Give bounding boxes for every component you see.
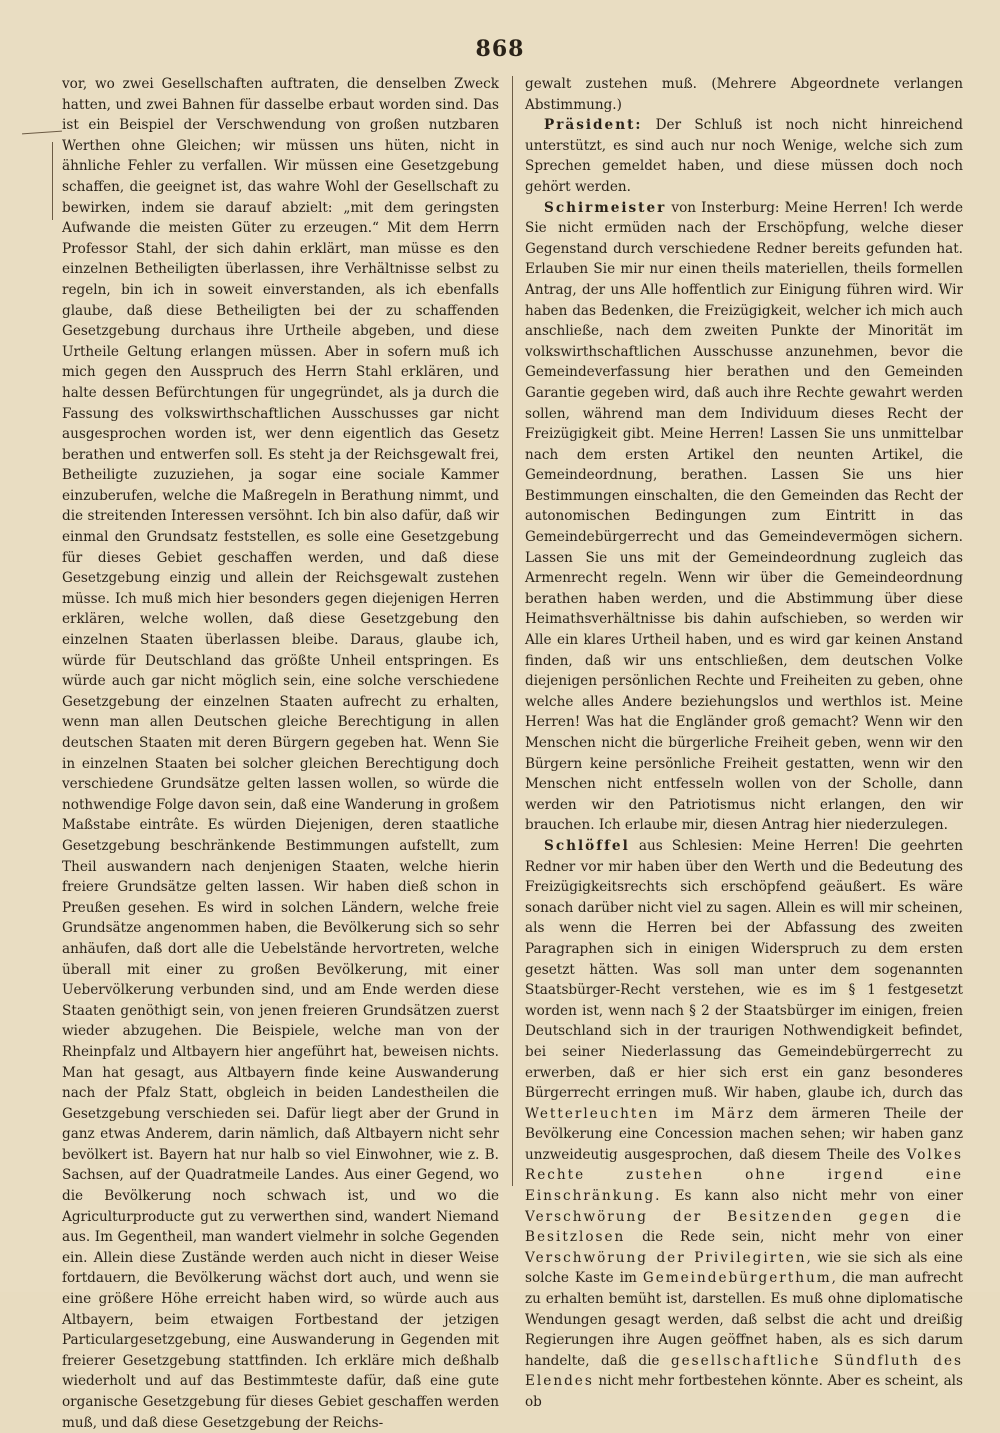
paragraph-president xyxy=(525,115,963,197)
speech-text: , wie sie sich als eine solche Kaste im xyxy=(525,1249,963,1287)
speech-text: von Insterburg: Meine Herren! Ich werde Sie nicht ermüden nach der Erschöpfung, welche dieser Gegenstand durch verschiedene Redner bereits gefunden hat. Erlauben Sie mir nur einen theils materiellen, theils formellen Antrag, der uns Alle hoffentlich zur Einigung führen wird. Wir haben das Bedenken, die Freizügigkeit, welcher ich mich auch anschließe, nach dem zweiten Punkte der Minorität im volkswirthschaftlichen Ausschusse anzunehmen, bevor die Gemeindeverfassung hier berathen und den Gemeinden Garantie gegeben wird, daß auch ihre Rechte gewahrt werden sollen, während man dem Individuum dieses Recht der Freizügigkeit gibt. Meine Herren! Lassen Sie uns unmittelbar nach dem ersten Artikel den neunten Artikel, die Gemeindeordnung, berathen. Lassen Sie uns hier Bestimmungen einschalten, die den Gemeinden das Recht der autonomischen Bedingungen zum Eintritt in das Gemeindebürgerrecht und das Gemeindevermögen sichern. Lassen Sie uns mit der Gemeindeordnung zugleich das Armenrecht regeln. Wenn wir über die Gemeindeordnung berathen haben werden, und die Abstimmung über diese Heimathsverhältnisse bis dahin aufschieben, so werden wir Alle ein klares Urtheil haben, und es wird gar keinen Anstand finden, daß wir uns entschließen, dem deutschen Volke diejenigen persönlichen Rechte und Freiheiten zu geben, ohne welche alles Andere beziehungslos und werthlos ist. Meine Herren! Was hat die Engländer groß gemacht? Wenn wir den Menschen nicht die bürgerliche Freiheit geben, wenn wir den Bürgern keine persönliche Freiheit gestatten, wenn wir den Menschen nicht entfesseln wollen von der Scholle, dann werden wir den Patriotismus nicht erlangen, den wir brauchen. Ich erlaube mir, diesen Antrag hier niederzulegen. xyxy=(525,199,963,834)
emphasis-text: Verschwörung der Besitzenden gegen die Besitzlosen xyxy=(525,1208,963,1246)
speech-text: die Rede sein, nicht mehr von einer xyxy=(625,1229,963,1246)
speech-text: dem ärmeren Theile der Bevölkerung eine Concession machen sehen; wir haben ganz unzweideutig ausgesprochen, daß diesem Theile des xyxy=(525,1105,964,1163)
speech-text: , die man aufrecht zu erhalten bemüht ist, darstellen. Es muß ohne diplomatische Wendungen gesagt werden, daß selbst die acht und dreißig Regierungen ihre Augen geöffnet haben, als es sich darum handelte, daß die xyxy=(525,1270,963,1369)
right-column xyxy=(525,74,964,1410)
emphasis-text: Volkes Rechte zustehen ohne irgend eine Einschränkung. xyxy=(525,1146,963,1205)
paragraph-speech-end: gewalt zustehen muß. (Mehrere Abgeordnete verlangen Abstimmung.) xyxy=(525,76,963,113)
paragraph-speech-continuation: vor, wo zwei Gesellschaften auftraten, die denselben Zweck hatten, und zwei Bahnen für dasselbe erbaut worden sind. Das ist ein Beispiel der Verschwendung von großen nutzbaren Werthen ohne Gleichen; wir müssen uns hüten, nicht in ähnliche Fehler zu verfallen. Wir müssen eine Gesetzgebung schaffen, die geeignet ist, das wahre Wohl der Gesellschaft zu bewirken, indem sie darauf abzielt: „mit dem geringsten Aufwande die meisten Güter zu erzeugen.“ Mit dem Herrn Professor Stahl, der sich dahin erklärt, man müsse es den einzelnen Betheiligten überlassen, ihre Verhältnisse selbst zu regeln, bin ich in soweit einverstanden, als ich ebenfalls glaube, daß diese Betheiligten bei der zu schaffenden Gesetzgebung durchaus ihre Urtheile abgeben, und diese Urtheile Geltung erlangen müssen. Aber in sofern muß ich mich gegen den Ausspruch des Herrn Stahl erklären, und halte dessen Befürchtungen für ungegründet, als ja durch die Fassung des volkswirthschaftlichen Ausschusses gar nicht ausgesprochen worden ist, wer denn eigentlich das Gesetz berathen und entwerfen soll. Es steht ja der Reichsgewalt frei, Betheiligte zuzuziehen, ja sogar eine sociale Kammer einzuberufen, welche die Maßregeln in Berathung nimmt, und die streitenden Interessen versöhnt. Ich bin also dafür, daß wir einmal den Grundsatz feststellen, es solle eine Gesetzgebung für dieses Gebiet geschaffen werden, und daß diese Gesetzgebung einzig und allein der Reichsgewalt zustehen müsse. Ich muß mich hier besonders gegen diejenigen Herren erklären, welche wollen, daß diese Gesetzgebung den einzelnen Staaten überlassen bleibe. Daraus, glaube ich, würde für Deutschland das größte Unheil entspringen. Es würde auch gar nicht möglich sein, eine solche verschiedene Gesetzgebung der einzelnen Staaten aufrecht zu erhalten, wenn man allen Deutschen gleiche Berechtigung in allen deutschen Staaten mit deren Bürgern gegeben hat. Wenn Sie in einzelnen Staaten bei solcher gleichen Berechtigung doch verschiedene Grundsätze gelten lassen wollen, so würde die nothwendige Folge davon sein, daß eine Wanderung in großem Maßstabe eintrâte. Es würden Diejenigen, deren staatliche Gesetzgebung beschränkende Bestimmungen aufstellt, zum Theil auswandern nach denjenigen Staaten, welche hierin freiere Grundsätze gelten lassen. Wir haben dieß schon in Preußen gesehen. Es wird in solchen Ländern, welche freie Grundsätze angenommen haben, die Bevölkerung sich so sehr anhäufen, daß dort alle die Uebelstände hervortreten, welche überall mit einer zu großen Bevölkerung, mit einer Uebervölkerung verbunden sind, und am Ende werden diese Staaten genöthigt sein, von jenen freieren Grundsätzen zuerst wieder abzugehen. Die Beispiele, welche man von der Rheinpfalz und Altbayern hier angeführt hat, beweisen nichts. Man hat gesagt, aus Altbayern finde keine Auswanderung nach der Pfalz Statt, obgleich in beiden Landestheilen die Gesetzgebung verschieden sei. Dafür liegt aber der Grund in ganz etwas Anderem, darin nämlich, daß Altbayern nicht sehr bevölkert ist. Bayern hat nur halb so viel Einwohner, wie z. B. Sachsen, auf der Quadratmeile Landes. Aus einer Gegend, wo die Bevölkerung noch schwach ist, und wo die Agriculturproducte gut zu verwerthen sind, wandert Niemand aus. Im Gegentheil, man wandert vielmehr in solche Gegenden ein. Allein diese Zustände werden auch nicht in dieser Weise fortdauern, die Bevölkerung wächst dort auch, und wenn sie eine größere Höhe erreicht haben wird, so würde auch aus Altbayern, beim etwaigen Fortbestand der jetzigen Particulargesetzgebung, eine Auswanderung in Gegenden mit freierer Gesetzgebung stattfinden. Ich erkläre mich deßhalb wiederholt und auf das Bestimmteste dafür, daß eine gute organische Gesetzgebung für dieses Gebiet geschaffen werden muß, und daß diese Gesetzgebung der Reichs- xyxy=(62,76,499,1431)
emphasis-text: gesellschaftliche Sündfluth des Elendes xyxy=(525,1352,963,1390)
speaker-name: Schlöffel xyxy=(544,837,630,854)
speech-text: nicht mehr fortbestehen könnte. Aber es scheint, als ob xyxy=(525,1373,963,1410)
paragraph-schirmeister xyxy=(525,198,963,836)
margin-annotation-line xyxy=(22,131,62,135)
margin-annotation-bracket xyxy=(52,142,59,220)
paragraph-schloeffel xyxy=(525,836,963,1413)
emphasis-text: Gemeindebürgerthum xyxy=(642,1270,832,1287)
speaker-name: Schirmeister xyxy=(544,199,667,216)
speaker-name: Präsident: xyxy=(544,117,643,134)
speech-text: Es kann also nicht mehr von einer xyxy=(661,1188,963,1205)
left-column xyxy=(62,74,499,1431)
emphasis-text: Verschwörung der Privilegirten xyxy=(525,1249,807,1266)
speech-text: aus Schlesien: Meine Herren! Die geehrten Redner vor mir haben über den Werth und die Bedeutung des Freizügigkeitsrechts sich erschöpfend geäußert. Es wäre sonach darüber nicht viel zu sagen. Allein es will mir scheinen, als wenn die Herren bei der Abfassung des zweiten Paragraphen sich in einigen Widerspruch zu dem ersten gesetzt hätten. Was soll man unter dem sogenannten Staatsbürger-Recht verstehen, wie es im § 1 festgesetzt worden ist, wenn nach § 2 der Staatsbürger im einigen, freien Deutschland sich in der traurigen Nothwendigkeit befindet, bei seiner Niederlassung das Gemeindebürgerrecht zu erwerben, daß er hier sich erst ein ganz besonderes Bürgerrecht erringen muß. Wir haben, glaube ich, durch das xyxy=(525,837,963,1102)
column-divider xyxy=(512,76,513,1186)
page-number: 868 xyxy=(475,36,525,62)
speech-text: Der Schluß ist noch nicht hinreichend unterstützt, es sind auch nur noch Wenige, welche sich zum Sprechen gemeldet haben, und diese müssen doch noch gehört werden. xyxy=(525,117,963,195)
emphasis-text: Wetterleuchten im März xyxy=(525,1105,755,1122)
